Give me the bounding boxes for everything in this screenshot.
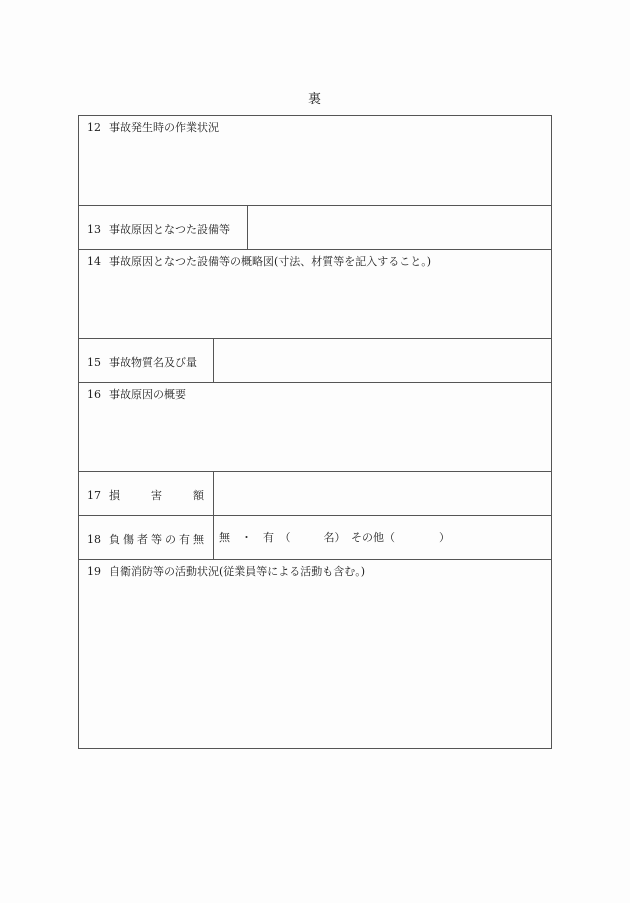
row-injuries (79, 516, 551, 560)
injuries-label: 負 傷 者 等 の 有 無 (109, 533, 204, 546)
row-number: 12 (87, 121, 101, 134)
row-substance (79, 339, 551, 383)
page-title: 裏 (307, 92, 322, 107)
substance-field[interactable] (214, 339, 551, 382)
row-work-situation (79, 116, 551, 206)
fire-brigade-activity-label: 自衛消防等の活動状況(従業員等による活動も含む。) (109, 565, 366, 578)
damage-amount-label: 損 害 額 (109, 489, 204, 502)
cause-equipment-label: 事故原因となつた設備等 (109, 223, 230, 236)
row-number: 14 (87, 255, 101, 268)
row-number: 16 (87, 388, 101, 401)
column-divider (213, 516, 214, 559)
row-cause-summary (79, 383, 551, 472)
report-form-back (78, 115, 552, 749)
row-fire-brigade-activity (79, 560, 551, 748)
row-equipment-diagram (79, 250, 551, 339)
equipment-diagram-label: 事故原因となつた設備等の概略図(寸法、材質等を記入すること。) (109, 255, 432, 268)
substance-label: 事故物質名及び量 (109, 356, 197, 369)
row-number: 19 (87, 565, 101, 578)
damage-amount-field[interactable] (214, 472, 551, 515)
row-damage-amount (79, 472, 551, 516)
cause-equipment-field[interactable] (248, 206, 551, 249)
row-number: 17 (87, 489, 101, 502)
row-number: 13 (87, 223, 101, 236)
row-number: 15 (87, 356, 101, 369)
cause-summary-label: 事故原因の概要 (109, 388, 186, 401)
row-cause-equipment (79, 206, 551, 250)
row-number: 18 (87, 533, 101, 546)
injuries-options[interactable]: 無 ・ 有 （ 名） その他（ ） (219, 531, 450, 544)
work-situation-label: 事故発生時の作業状況 (109, 121, 219, 134)
